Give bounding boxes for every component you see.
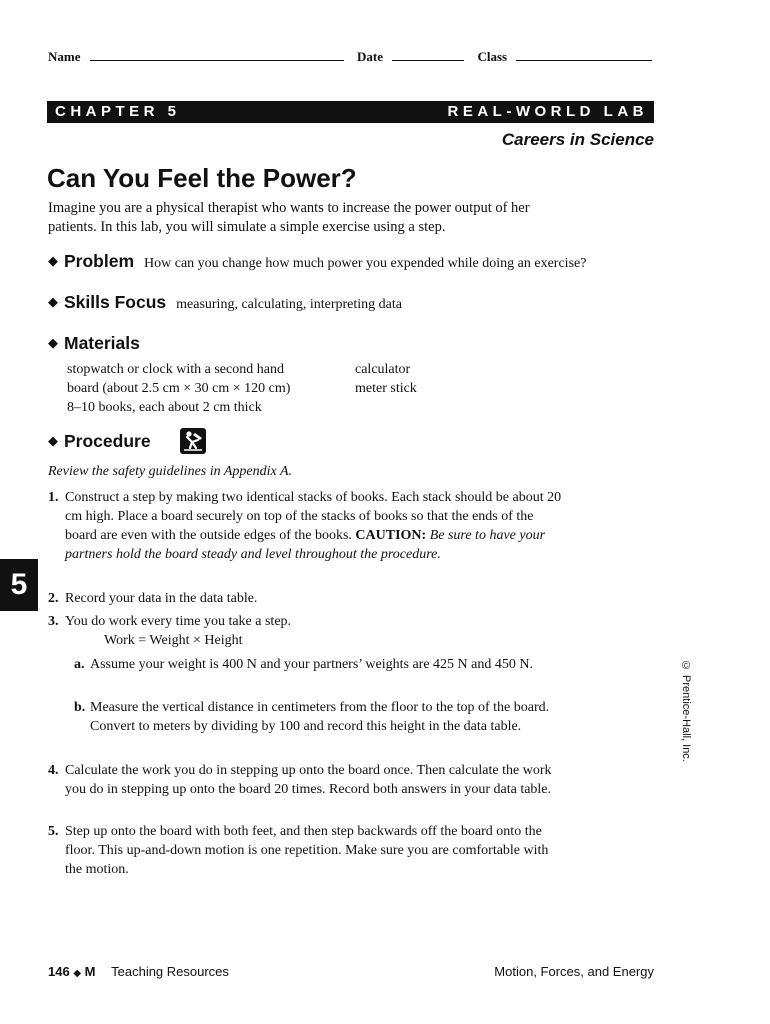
chapter-bar [47, 101, 654, 123]
problem-section [48, 251, 586, 272]
materials-heading: Materials [64, 333, 140, 353]
page-title: Can You Feel the Power? [47, 163, 357, 193]
material-item: board (about 2.5 cm × 30 cm × 120 cm) [67, 381, 291, 396]
procedure-section [48, 431, 151, 452]
safety-symbol-icon [180, 428, 206, 454]
date-blank [392, 49, 464, 61]
diamond-bullet-icon: ◆ [48, 253, 58, 268]
skills-heading: Skills Focus [64, 292, 167, 312]
section-subtitle: Careers in Science [501, 130, 654, 149]
material-item: stopwatch or clock with a second hand [67, 362, 284, 377]
step-number: 4. [48, 763, 59, 778]
material-item: 8–10 books, each about 2 cm thick [67, 400, 262, 415]
chapter-side-tab: 5 [0, 559, 38, 611]
copyright-notice: © Prentice-Hall, Inc. [680, 660, 692, 762]
material-item: calculator [355, 362, 411, 377]
diamond-bullet-icon: ◆ [48, 294, 58, 309]
lab-type-label: REAL-WORLD LAB [447, 103, 648, 120]
class-label: Class [477, 49, 508, 64]
step-text: Construct a step by making two identical stacks of books. Each stack should be about 20 cm high. Place a board securely on top of the stacks of books so that the ends of the board are even with the outside edges of the books. [65, 490, 562, 543]
caution-label: CAUTION: [355, 528, 427, 543]
substep-letter: b. [74, 700, 86, 715]
step-number: 2. [48, 591, 59, 606]
footer-right: Motion, Forces, and Energy [494, 964, 654, 979]
skills-section [48, 292, 402, 313]
procedure-step-1 [48, 488, 563, 564]
name-label: Name [48, 49, 81, 64]
date-label: Date [357, 49, 383, 64]
step-text: You do work every time you take a step. [65, 614, 292, 629]
procedure-step-5 [48, 822, 563, 879]
name-blank [90, 49, 344, 61]
problem-text: How can you change how much power you expended while doing an exercise? [144, 256, 587, 271]
chapter-label: CHAPTER 5 [55, 103, 181, 120]
substep-letter: a. [74, 657, 85, 672]
caution-text: Be sure to have your partners hold the board steady and level throughout the procedure. [65, 528, 546, 562]
diamond-bullet-icon: ◆ [73, 968, 82, 979]
work-formula: Work = Weight × Height [104, 633, 243, 648]
procedure-step-2 [48, 589, 563, 608]
diamond-bullet-icon: ◆ [48, 335, 58, 350]
step-number: 1. [48, 490, 59, 505]
procedure-substep-a [74, 655, 564, 674]
review-note: Review the safety guidelines in Appendix A. [48, 464, 293, 479]
intro-paragraph: Imagine you are a physical therapist who wants to increase the power output of her patients. In this lab, you will simulate a simple exercise using a step. [48, 200, 530, 235]
student-info-header [48, 49, 654, 67]
procedure-substep-b [74, 698, 564, 736]
substep-text: Assume your weight is 400 N and your partners’ weights are 425 N and 450 N. [90, 657, 533, 672]
section-letter: M [84, 964, 96, 979]
problem-heading: Problem [64, 251, 135, 271]
step-number: 3. [48, 614, 59, 629]
step-number: 5. [48, 824, 59, 839]
step-text: Step up onto the board with both feet, and then step backwards off the board onto the floor. This up-and-down motion is one repetition. Make sure you are comfortable with the motion. [65, 824, 549, 877]
skills-text: measuring, calculating, interpreting data [176, 297, 402, 312]
page-number: 146 [48, 964, 70, 979]
procedure-heading: Procedure [64, 431, 151, 451]
substep-text: Measure the vertical distance in centimeters from the floor to the top of the board. Convert to meters by dividing by 100 and record this height in the data table. [90, 700, 550, 734]
diamond-bullet-icon: ◆ [48, 433, 58, 448]
materials-list-right [355, 360, 417, 398]
procedure-step-4 [48, 761, 563, 799]
materials-list-left [67, 360, 290, 417]
step-text: Calculate the work you do in stepping up onto the board once. Then calculate the work you do in stepping up onto the board 20 times. Record both answers in your data table. [65, 763, 552, 797]
material-item: meter stick [355, 381, 417, 396]
footer-left [48, 964, 229, 979]
footer-resource-text: Teaching Resources [111, 964, 229, 979]
step-text: Record your data in the data table. [65, 591, 258, 606]
class-blank [516, 49, 652, 61]
materials-section [48, 333, 140, 354]
procedure-step-3 [48, 612, 563, 650]
